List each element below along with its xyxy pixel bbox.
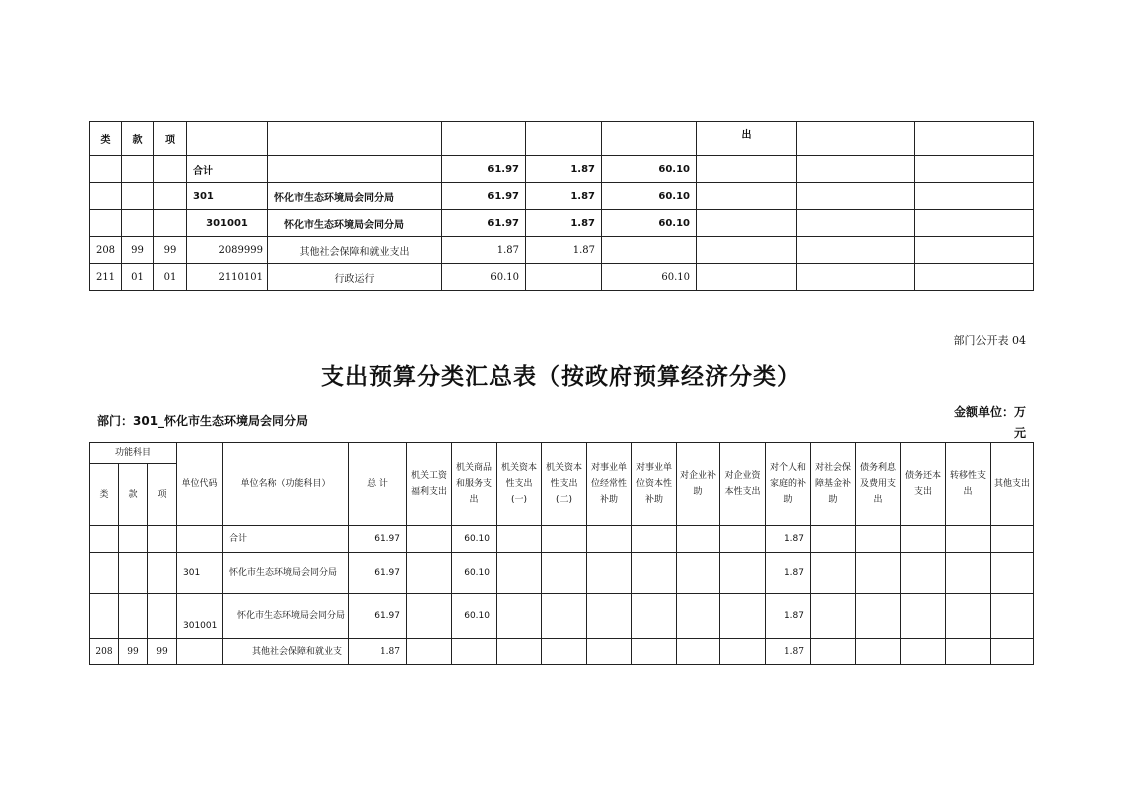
table-row xyxy=(90,183,1034,210)
kuan-header: 款 xyxy=(119,464,148,526)
xiang-cell xyxy=(154,156,187,183)
kuan-cell xyxy=(122,210,154,237)
code-cell: 合计 xyxy=(187,156,268,183)
empty-cell xyxy=(677,526,720,553)
col-header: 对事业单位经常性补助 xyxy=(587,443,632,526)
kuan-cell xyxy=(122,156,154,183)
lei-cell xyxy=(90,156,122,183)
lei-cell xyxy=(90,594,119,639)
table-row xyxy=(90,553,1034,594)
empty-cell xyxy=(697,264,797,291)
top-header-cell xyxy=(268,122,442,156)
empty-cell xyxy=(587,526,632,553)
goods-cell: 60.10 xyxy=(452,526,497,553)
empty-cell xyxy=(677,553,720,594)
col-header: 机关工资福利支出 xyxy=(407,443,452,526)
basic-cell: 1.87 xyxy=(526,237,602,264)
col-header: 对企业补助 xyxy=(677,443,720,526)
empty-cell xyxy=(811,594,856,639)
unit-code-header: 单位代码 xyxy=(177,443,223,526)
empty-cell xyxy=(946,639,991,665)
unit-code-cell xyxy=(177,526,223,553)
empty-cell xyxy=(697,210,797,237)
empty-cell xyxy=(587,639,632,665)
top-header-kuan: 款 xyxy=(122,122,154,156)
bottom-header-row-1 xyxy=(90,443,1034,464)
name-cell xyxy=(268,156,442,183)
goods-cell: 60.10 xyxy=(452,594,497,639)
empty-cell xyxy=(991,594,1034,639)
total-cell: 61.97 xyxy=(442,156,526,183)
empty-cell xyxy=(901,639,946,665)
page-title: 支出预算分类汇总表（按政府预算经济分类） xyxy=(321,363,801,390)
code-cell: 301001 xyxy=(187,210,268,237)
unit-name-cell: 怀化市生态环境局会同分局 xyxy=(223,594,349,639)
kuan-cell xyxy=(119,594,148,639)
name-cell: 怀化市生态环境局会同分局 xyxy=(268,210,442,237)
personal-cell: 1.87 xyxy=(766,526,811,553)
basic-cell: 1.87 xyxy=(526,156,602,183)
empty-cell xyxy=(991,526,1034,553)
empty-cell xyxy=(720,639,766,665)
empty-cell xyxy=(991,639,1034,665)
empty-cell xyxy=(797,237,915,264)
table-row xyxy=(90,639,1034,665)
xiang-cell: 01 xyxy=(154,264,187,291)
department-label: 部门：301_怀化市生态环境局会同分局 xyxy=(97,414,309,428)
table-row xyxy=(90,156,1034,183)
empty-cell xyxy=(856,594,901,639)
code-cell: 301 xyxy=(187,183,268,210)
total-cell: 61.97 xyxy=(442,183,526,210)
top-budget-table xyxy=(89,121,1034,291)
empty-cell xyxy=(915,210,1034,237)
empty-cell xyxy=(915,156,1034,183)
table-row xyxy=(90,526,1034,553)
project-cell xyxy=(602,237,697,264)
func-subject-header: 功能科目 xyxy=(90,443,177,464)
empty-cell xyxy=(632,526,677,553)
basic-cell: 1.87 xyxy=(526,210,602,237)
empty-cell xyxy=(915,237,1034,264)
empty-cell xyxy=(587,594,632,639)
top-header-xiang: 项 xyxy=(154,122,187,156)
empty-cell xyxy=(797,156,915,183)
empty-cell xyxy=(677,639,720,665)
lei-header: 类 xyxy=(90,464,119,526)
table-row xyxy=(90,210,1034,237)
wage-cell xyxy=(407,526,452,553)
col-header: 债务利息及费用支出 xyxy=(856,443,901,526)
lei-cell: 208 xyxy=(90,639,119,665)
project-cell: 60.10 xyxy=(602,183,697,210)
top-header-cell xyxy=(797,122,915,156)
name-cell: 怀化市生态环境局会同分局 xyxy=(268,183,442,210)
total-cell: 61.97 xyxy=(349,553,407,594)
col-header: 对事业单位资本性补助 xyxy=(632,443,677,526)
empty-cell xyxy=(497,526,542,553)
total-cell: 1.87 xyxy=(349,639,407,665)
empty-cell xyxy=(856,553,901,594)
name-cell: 行政运行 xyxy=(268,264,442,291)
kuan-cell: 99 xyxy=(122,237,154,264)
table-row xyxy=(90,237,1034,264)
xiang-cell xyxy=(148,526,177,553)
empty-cell xyxy=(991,553,1034,594)
empty-cell xyxy=(797,210,915,237)
unit-name-cell: 合计 xyxy=(223,526,349,553)
col-header: 转移性支出 xyxy=(946,443,991,526)
empty-cell xyxy=(632,553,677,594)
empty-cell xyxy=(797,183,915,210)
unit-name-cell: 其他社会保障和就业支 xyxy=(223,639,349,665)
basic-cell: 1.87 xyxy=(526,183,602,210)
wage-cell xyxy=(407,639,452,665)
xiang-cell xyxy=(148,553,177,594)
empty-cell xyxy=(677,594,720,639)
empty-cell xyxy=(915,183,1034,210)
xiang-header: 项 xyxy=(148,464,177,526)
empty-cell xyxy=(542,526,587,553)
top-header-cell xyxy=(187,122,268,156)
col-header: 对社会保障基金补助 xyxy=(811,443,856,526)
empty-cell xyxy=(901,553,946,594)
personal-cell: 1.87 xyxy=(766,594,811,639)
xiang-cell xyxy=(154,210,187,237)
empty-cell xyxy=(811,639,856,665)
empty-cell xyxy=(587,553,632,594)
empty-cell xyxy=(856,526,901,553)
empty-cell xyxy=(946,553,991,594)
empty-cell xyxy=(856,639,901,665)
kuan-cell: 99 xyxy=(119,639,148,665)
total-header: 总 计 xyxy=(349,443,407,526)
col-header: 对企业资本性支出 xyxy=(720,443,766,526)
empty-cell xyxy=(720,594,766,639)
total-cell: 60.10 xyxy=(442,264,526,291)
empty-cell xyxy=(542,639,587,665)
unit-code-cell xyxy=(177,639,223,665)
personal-cell: 1.87 xyxy=(766,553,811,594)
xiang-cell: 99 xyxy=(148,639,177,665)
empty-cell xyxy=(811,553,856,594)
empty-cell xyxy=(632,594,677,639)
empty-cell xyxy=(497,639,542,665)
col-header: 其他支出 xyxy=(991,443,1034,526)
name-cell: 其他社会保障和就业支出 xyxy=(268,237,442,264)
total-cell: 61.97 xyxy=(442,210,526,237)
kuan-cell xyxy=(119,526,148,553)
table-row xyxy=(90,264,1034,291)
empty-cell xyxy=(497,553,542,594)
lei-cell xyxy=(90,553,119,594)
table-row xyxy=(90,594,1034,639)
wage-cell xyxy=(407,594,452,639)
empty-cell xyxy=(697,156,797,183)
lei-cell xyxy=(90,210,122,237)
form-number: 部门公开表 04 xyxy=(953,334,1026,347)
project-cell: 60.10 xyxy=(602,210,697,237)
xiang-cell: 99 xyxy=(154,237,187,264)
empty-cell xyxy=(797,264,915,291)
empty-cell xyxy=(946,594,991,639)
empty-cell xyxy=(901,594,946,639)
lei-cell: 208 xyxy=(90,237,122,264)
top-header-cell xyxy=(442,122,526,156)
lei-cell xyxy=(90,183,122,210)
empty-cell xyxy=(946,526,991,553)
unit-code-cell: 301 xyxy=(177,553,223,594)
unit-name-header: 单位名称（功能科目） xyxy=(223,443,349,526)
col-header: 机关商品和服务支出 xyxy=(452,443,497,526)
total-cell: 1.87 xyxy=(442,237,526,264)
top-header-cell xyxy=(915,122,1034,156)
empty-cell xyxy=(915,264,1034,291)
top-header-chu: 出 xyxy=(697,122,797,156)
amount-unit-label: 金额单位：万元 xyxy=(953,405,1026,440)
project-cell: 60.10 xyxy=(602,156,697,183)
empty-cell xyxy=(901,526,946,553)
top-header-cell xyxy=(602,122,697,156)
goods-cell xyxy=(452,639,497,665)
goods-cell: 60.10 xyxy=(452,553,497,594)
col-header: 机关资本性支出(二) xyxy=(542,443,587,526)
lei-cell xyxy=(90,526,119,553)
personal-cell: 1.87 xyxy=(766,639,811,665)
kuan-cell xyxy=(119,553,148,594)
economic-classification-table xyxy=(89,442,1034,665)
empty-cell xyxy=(811,526,856,553)
empty-cell xyxy=(697,237,797,264)
top-header-lei: 类 xyxy=(90,122,122,156)
code-cell: 2110101 xyxy=(187,264,268,291)
wage-cell xyxy=(407,553,452,594)
code-cell: 2089999 xyxy=(187,237,268,264)
unit-name-cell: 怀化市生态环境局会同分局 xyxy=(223,553,349,594)
empty-cell xyxy=(497,594,542,639)
empty-cell xyxy=(542,553,587,594)
empty-cell xyxy=(632,639,677,665)
total-cell: 61.97 xyxy=(349,526,407,553)
col-header: 对个人和家庭的补助 xyxy=(766,443,811,526)
empty-cell xyxy=(720,553,766,594)
col-header: 债务还本支出 xyxy=(901,443,946,526)
basic-cell xyxy=(526,264,602,291)
empty-cell xyxy=(720,526,766,553)
top-header-cell xyxy=(526,122,602,156)
top-table-header-row xyxy=(90,122,1034,156)
total-cell: 61.97 xyxy=(349,594,407,639)
empty-cell xyxy=(697,183,797,210)
unit-code-cell: 301001 xyxy=(177,594,223,639)
kuan-cell xyxy=(122,183,154,210)
kuan-cell: 01 xyxy=(122,264,154,291)
project-cell: 60.10 xyxy=(602,264,697,291)
col-header: 机关资本性支出(一) xyxy=(497,443,542,526)
xiang-cell xyxy=(148,594,177,639)
empty-cell xyxy=(542,594,587,639)
xiang-cell xyxy=(154,183,187,210)
lei-cell: 211 xyxy=(90,264,122,291)
